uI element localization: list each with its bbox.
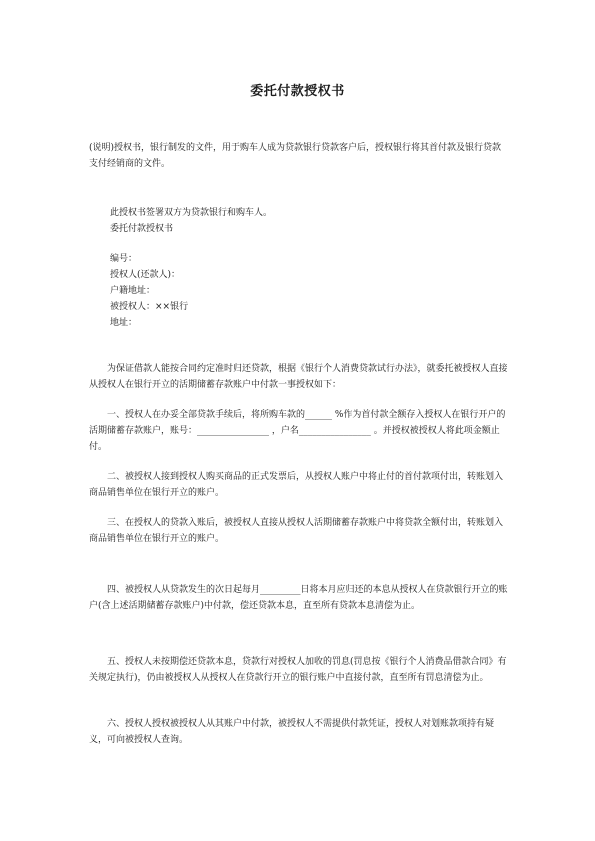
clause-2: 二、被授权人接到授权人购买商品的正式发票后，从授权人账户中将止付的首付款项付出，转账划入商品销售单位在银行开立的账户。 xyxy=(89,472,504,498)
field-residence: 户籍地址： xyxy=(110,286,156,296)
preamble-paragraph: 为保证借款人能按合同约定准时归还贷款，根据《银行个人消费贷款试行办法》，就委托被授权人直接从授权人在银行开立的活期储蓄存款账户中付款一事授权如下： xyxy=(89,364,508,390)
clause-5: 五、授权人未按期偿还贷款本息，贷款行对授权人加收的罚息(罚息按《银行个人消费品借款合同》有关规定执行)，仍由被授权人从授权人在贷款行开立的银行账户中直接付款，直至所有罚息清偿为止。 xyxy=(89,657,507,683)
subtitle: 委托付款授权书 xyxy=(110,224,174,234)
intro-paragraph: (说明)授权书，银行制发的文件，用于购车人成为贷款银行贷款客户后，授权银行将其首付款及银行贷款支付经销商的文件。 xyxy=(89,143,502,169)
parties-statement: 此授权书签署双方为贷款银行和购车人。 xyxy=(110,208,273,218)
field-address: 地址： xyxy=(110,318,138,328)
field-grantee: 被授权人：××银行 xyxy=(110,302,189,312)
field-grantor: 授权人(还款人)： xyxy=(110,270,181,280)
document-title: 委托付款授权书 xyxy=(250,84,345,99)
clause-3: 三、在授权人的贷款入账后，被授权人直接从授权人活期储蓄存款账户中将贷款全额付出，转账划入商品销售单位在银行开立的账户。 xyxy=(89,518,504,544)
clause-4: 四、被授权人从贷款发生的次日起每月_________日将本月应归还的本息从授权人在贷款银行开立的账户(含上述活期储蓄存款账户)中付款，偿还贷款本息，直至所有贷款本息清偿为止。 xyxy=(89,585,508,611)
field-number: 编号： xyxy=(110,254,138,264)
clause-1: 一、授权人在办妥全部贷款手续后，将所购车款的______ %作为首付款全额存入授权人在银行开户的活期储蓄存款账户，账号：________________ ，户名________________ 。并授权被授权人将此项金额止付。 xyxy=(89,410,506,452)
clause-6: 六、授权人授权被授权人从其账户中付款，被授权人不需提供付款凭证，授权人对划账款项持有疑义，可向被授权人查询。 xyxy=(89,719,495,745)
